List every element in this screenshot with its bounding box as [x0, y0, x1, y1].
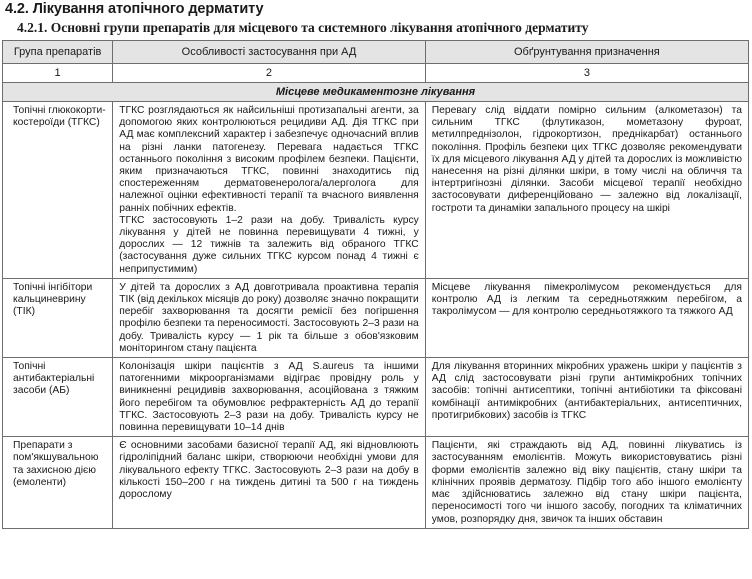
features-cell: [113, 102, 426, 279]
group-cell: Топічні глюкокорти-костероїди (ТГКС): [3, 102, 113, 279]
header-features: Особливості застосування при АД: [113, 41, 426, 64]
rationale-cell: Для лікування вторинних мікробних уражень шкіри у пацієнтів з АД слід застосовувати різні групи антимікробних топічних засобів: топічні антисептики, топічні антибіотики та фіксовані комбінації антимікробних (антибактеріальних, антисептичних, протигрибкових) засобів із ТГКС: [425, 358, 748, 437]
features-cell: Є основними засобами базисної терапії АД, які відновлюють гідроліпідний баланс шкіри, створюючи необхідні умови для лікувального ефекту ТГКС. Застосовують 2–3 рази на добу в кількості 150–200 г на тиждень дитині та 500 г на тиждень дорослому: [113, 437, 426, 528]
section-heading: 4.2. Лікування атопічного дерматиту: [5, 1, 264, 17]
treatment-table: [2, 40, 749, 529]
group-cell: Препарати з пом'якшувальною та захисною дією (емоленти): [3, 437, 113, 528]
table-row: [3, 437, 749, 528]
column-number: 2: [113, 64, 426, 83]
rationale-cell: Місцеве лікування пімекролімусом рекомендується для контролю АД із легким та середньотяжким перебігом, а такролімусом — для контролю середньотяжкого та тяжкого АД: [425, 278, 748, 357]
group-cell: Топічні інгібітори кальциневрину (ТІК): [3, 278, 113, 357]
column-number-row: [3, 64, 749, 83]
features-paragraph: ТГКС розглядаються як найсильніші протизапальні агенти, за допомогою яких контролюються рецидиви АД. Дія ТГКС при АД має комплексний характер і забезпечує одночасний вплив на різні ланки патогенезу. Перевага надається ТГКС останнього покоління з високим профілем безпеки. Пацієнти, яким призначаються ТГКС, повинні знаходитись під спостереженням дерматовенеролога/алерголога для належної оцінки ефективності терапії та вчасного виявлення ранніх побічних ефектів.: [119, 105, 419, 214]
table-caption: 4.2.1. Основні групи препаратів для місцевого та системного лікування атопічного дерматиту: [17, 20, 589, 35]
features-cell: У дітей та дорослих з АД довготривала проактивна терапія ТІК (від декількох місяців до року) дозволяє значно покращити перебіг захворювання та досягти ремісії без погіршення профілю безпеки та переносимості. Застосовують 2–3 рази на добу. Тривалість курсу — 1 рік та більше з обов'язковим моніторингом стану пацієнта: [113, 278, 426, 357]
section-title: Місцеве медикаментозне лікування: [3, 83, 749, 102]
features-cell: Колонізація шкіри пацієнтів з АД S.aureus та іншими патогенними мікроорганізмами відіграє провідну роль у виникненні рецидивів захворювання, асоційована з тяжким його перебігом та обумовлює рефрактерність АД до терапії ТГКС. Застосовують 2–3 рази на добу. Тривалість курсу не повинна перевищувати 10–14 днів: [113, 358, 426, 437]
features-paragraph: ТГКС застосовують 1–2 рази на добу. Тривалість курсу лікування у дітей не повинна перевищувати 4 тижні, у дорослих — 12 тижнів та залежить від обраного ТГКС (застосування дуже сильних ТГКС курсом понад 4 тижні є неприпустимим): [119, 214, 419, 275]
header-group: Група препаратів: [3, 41, 113, 64]
table-row: [3, 102, 749, 279]
header-rationale: Обґрунтування призначення: [425, 41, 748, 64]
column-number: 3: [425, 64, 748, 83]
table-row: [3, 278, 749, 357]
rationale-cell: Перевагу слід віддати помірно сильним (алкометазон) та сильним ТГКС (флутиказон, мометазону фуроат, метилпреднізолон, гідрокортизон, преднікарбат) останнього покоління. Профіль безпеки цих ТГКС дозволяє рекомендувати їх для місцевого лікування АД у дітей та дорослих із можливістю нанесення на різні ділянки шкіри, в тому числі на обличчя та інтертригінозні ділянки. Засоби місцевої терапії необхідно застосовувати диференційовано — залежно від локалізації, гостроти та динаміки запального процесу на шкірі: [425, 102, 748, 279]
table-header-row: [3, 41, 749, 64]
rationale-cell: Пацієнти, які страждають від АД, повинні лікуватись із застосуванням емолієнтів. Можуть використовуватись різні форми емолієнтів залежно від віку пацієнтів, стану шкіри та клінічних проявів дерматозу. Підбір того або іншого емолієнту має здійснюватись залежно від стану шкіри пацієнта, переносимості того чи іншого засобу, погодних та кліматичних умов, розпорядку дня, звичок та інших обставин: [425, 437, 748, 528]
group-cell: Топічні антибактеріальні засоби (АБ): [3, 358, 113, 437]
table-row: [3, 358, 749, 437]
column-number: 1: [3, 64, 113, 83]
section-row: [3, 83, 749, 102]
